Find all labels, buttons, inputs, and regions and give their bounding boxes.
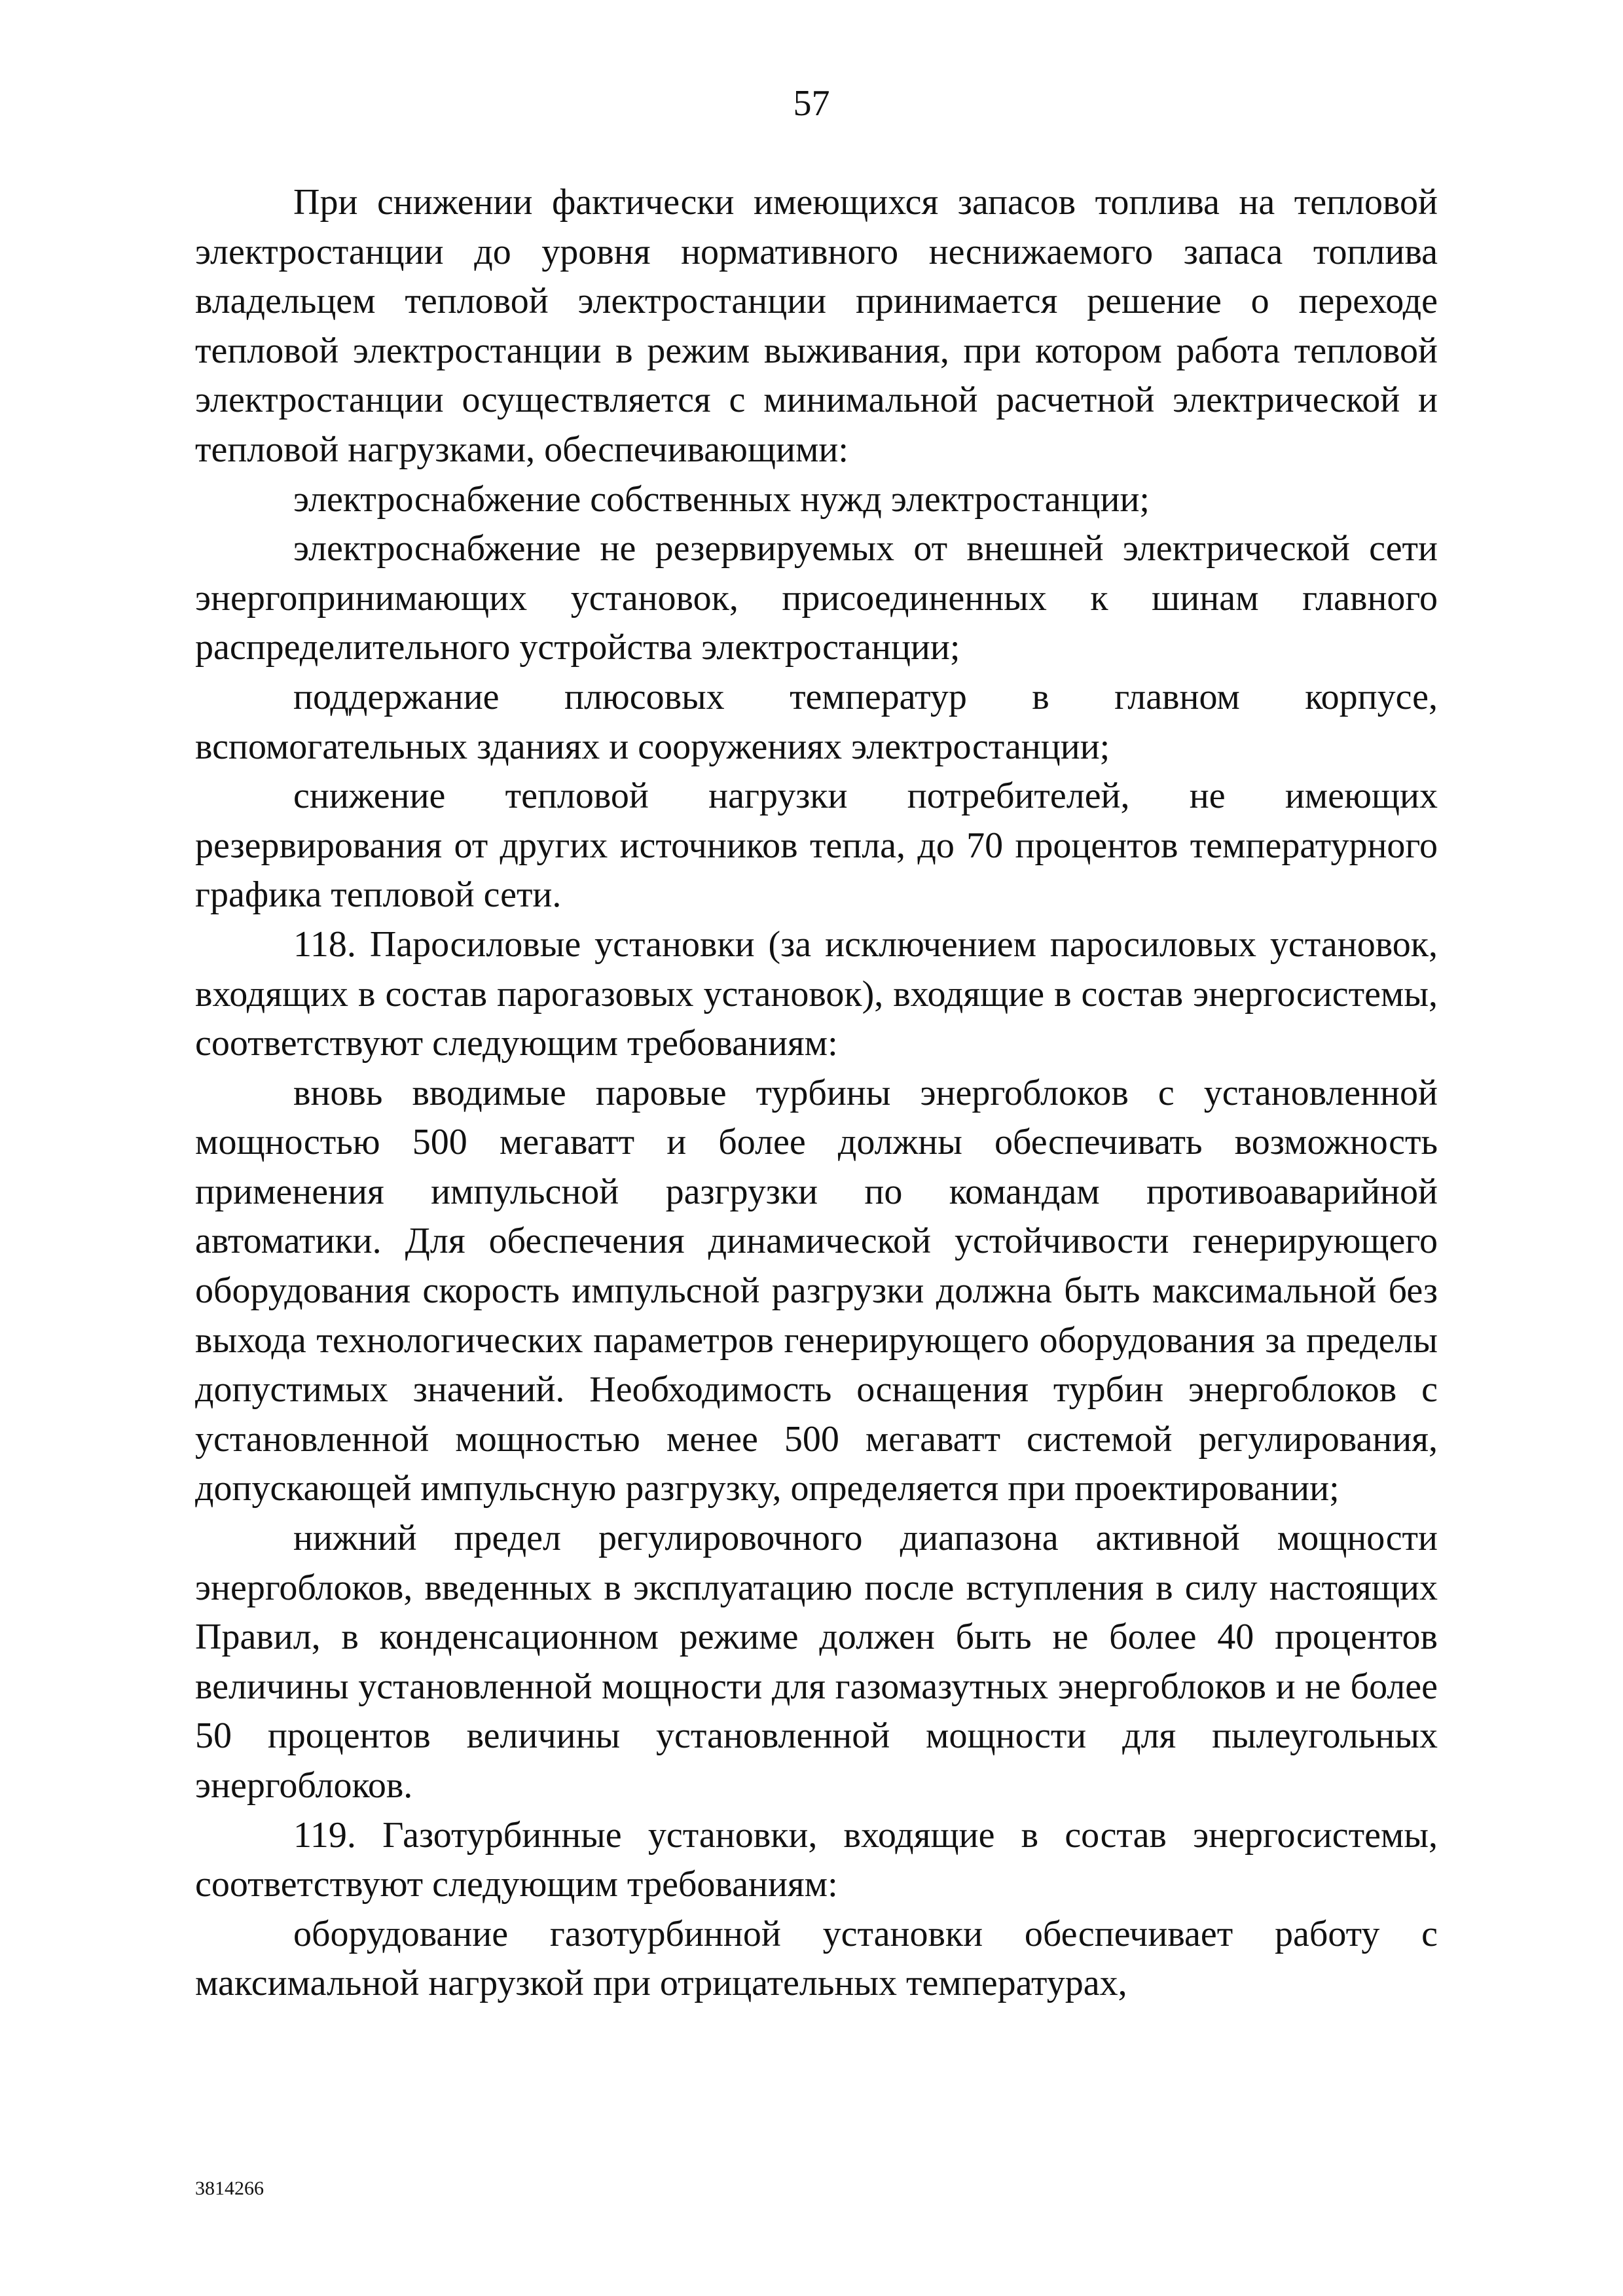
paragraph-fuel-reserve: При снижении фактически имеющихся запасов топлива на тепловой электростанции до уровня нормативного неснижаемого запаса топлива владельцем тепловой электростанции принимается решение о переходе тепловой электростанции в режим выживания, при котором работа тепловой электростанции осуществляется с минимальной расчетной электрической и тепловой нагрузками, обеспечивающими:: [195, 182, 1438, 470]
clause-118: 118. Паросиловые установки (за исключением паросиловых установок, входящих в состав парогазовых установок), входящие в состав энергосистемы, соответствуют следующим требованиям:: [195, 924, 1438, 1064]
list-item-gas-turbine: оборудование газотурбинной установки обеспечивает работу с максимальной нагрузкой при отрицательных температурах,: [195, 1913, 1438, 2004]
list-item-regulation-range: нижний предел регулировочного диапазона активной мощности энергоблоков, введенных в эксплуатацию после вступления в силу настоящих Правил, в конденсационном режиме должен быть не более 40 процентов величины установленной мощности для газомазутных энергоблоков и не более 50 процентов величины установленной мощности для пылеугольных энергоблоков.: [195, 1518, 1438, 1806]
document-body: [195, 178, 1438, 2009]
list-item-impulse-unloading: вновь вводимые паровые турбины энергоблоков с установленной мощностью 500 мегаватт и более должны обеспечивать возможность применения импульсной разгрузки по командам противоаварийной автоматики. Для обеспечения динамической устойчивости генерирующего оборудования скорость импульсной разгрузки должна быть максимальной без выхода технологических параметров генерирующего оборудования за пределы допустимых значений. Необходимость оснащения турбин энергоблоков с установленной мощностью менее 500 мегаватт системой регулирования, допускающей импульсную разгрузку, определяется при проектировании;: [195, 1072, 1438, 1509]
page-number: 57: [793, 83, 830, 124]
list-item-power-supply: электроснабжение не резервируемых от внешней электрической сети энергопринимающих установок, присоединенных к шинам главного распределительного устройства электростанции;: [195, 528, 1438, 668]
clause-119: 119. Газотурбинные установки, входящие в состав энергосистемы, соответствуют следующим требованиям:: [195, 1814, 1438, 1905]
document-code: 3814266: [195, 2178, 264, 2199]
list-item-heat-load: снижение тепловой нагрузки потребителей, не имеющих резервирования от других источников тепла, до 70 процентов температурного графика тепловой сети.: [195, 776, 1438, 916]
list-item-temperatures: поддержание плюсовых температур в главном корпусе, вспомогательных зданиях и сооружениях электростанции;: [195, 676, 1438, 767]
list-item-own-needs: электроснабжение собственных нужд электростанции;: [293, 478, 1150, 520]
